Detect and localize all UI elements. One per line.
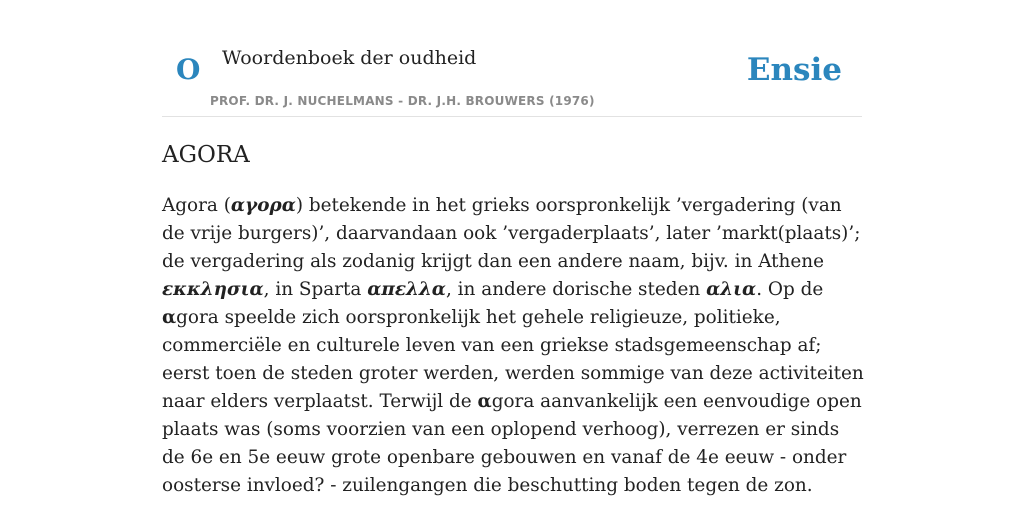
body-text: gora aanvankelijk een eenvoudige open plaats was (soms voorzien van een oplopend verhoog), verrezen er sinds de 6e en 5e eeuw grote openbare gebouwen en vanaf de 4e eeuw - onder oosterse invloed? - zuilengangen die beschutting boden tegen de zon. bbox=[162, 391, 862, 496]
body-text: , in Sparta bbox=[263, 279, 368, 300]
book-letter[interactable]: O bbox=[176, 53, 201, 86]
greek-term: εκκλησια bbox=[162, 279, 264, 300]
body-text: Agora ( bbox=[162, 195, 231, 216]
greek-letter: α bbox=[477, 391, 492, 412]
ensie-logo[interactable]: Ensie bbox=[746, 52, 842, 88]
dictionary-header bbox=[162, 0, 862, 117]
body-text: gora speelde zich oorspronkelijk het gehele religieuze, politieke, commerciële en culturele leven van een griekse stadsgemeenschap af; eerst toen de steden groter werden, werden sommige van deze activiteiten naar elders verplaatst. Terwijl de bbox=[162, 307, 864, 412]
greek-letter: α bbox=[162, 307, 177, 328]
greek-term: αλια bbox=[706, 279, 757, 300]
body-text: . Op de bbox=[756, 279, 824, 300]
entry-body bbox=[162, 192, 864, 500]
greek-term: αγορα bbox=[230, 195, 296, 216]
greek-term: απελλα bbox=[367, 279, 446, 300]
entry-title: AGORA bbox=[162, 142, 250, 168]
page bbox=[162, 0, 862, 512]
book-authors: PROF. DR. J. NUCHELMANS - DR. J.H. BROUWERS (1976) bbox=[210, 94, 595, 108]
body-text: ) betekende in het grieks oorspronkelijk ’vergadering (van de vrije burgers)’, daarvandaan ook ’vergaderplaats’, later ’markt(plaats)’; de vergadering als zodanig krijgt dan een andere naam, bijv. in Athene bbox=[162, 195, 861, 272]
body-text: , in andere dorische steden bbox=[445, 279, 707, 300]
book-title[interactable]: Woordenboek der oudheid bbox=[222, 47, 477, 69]
